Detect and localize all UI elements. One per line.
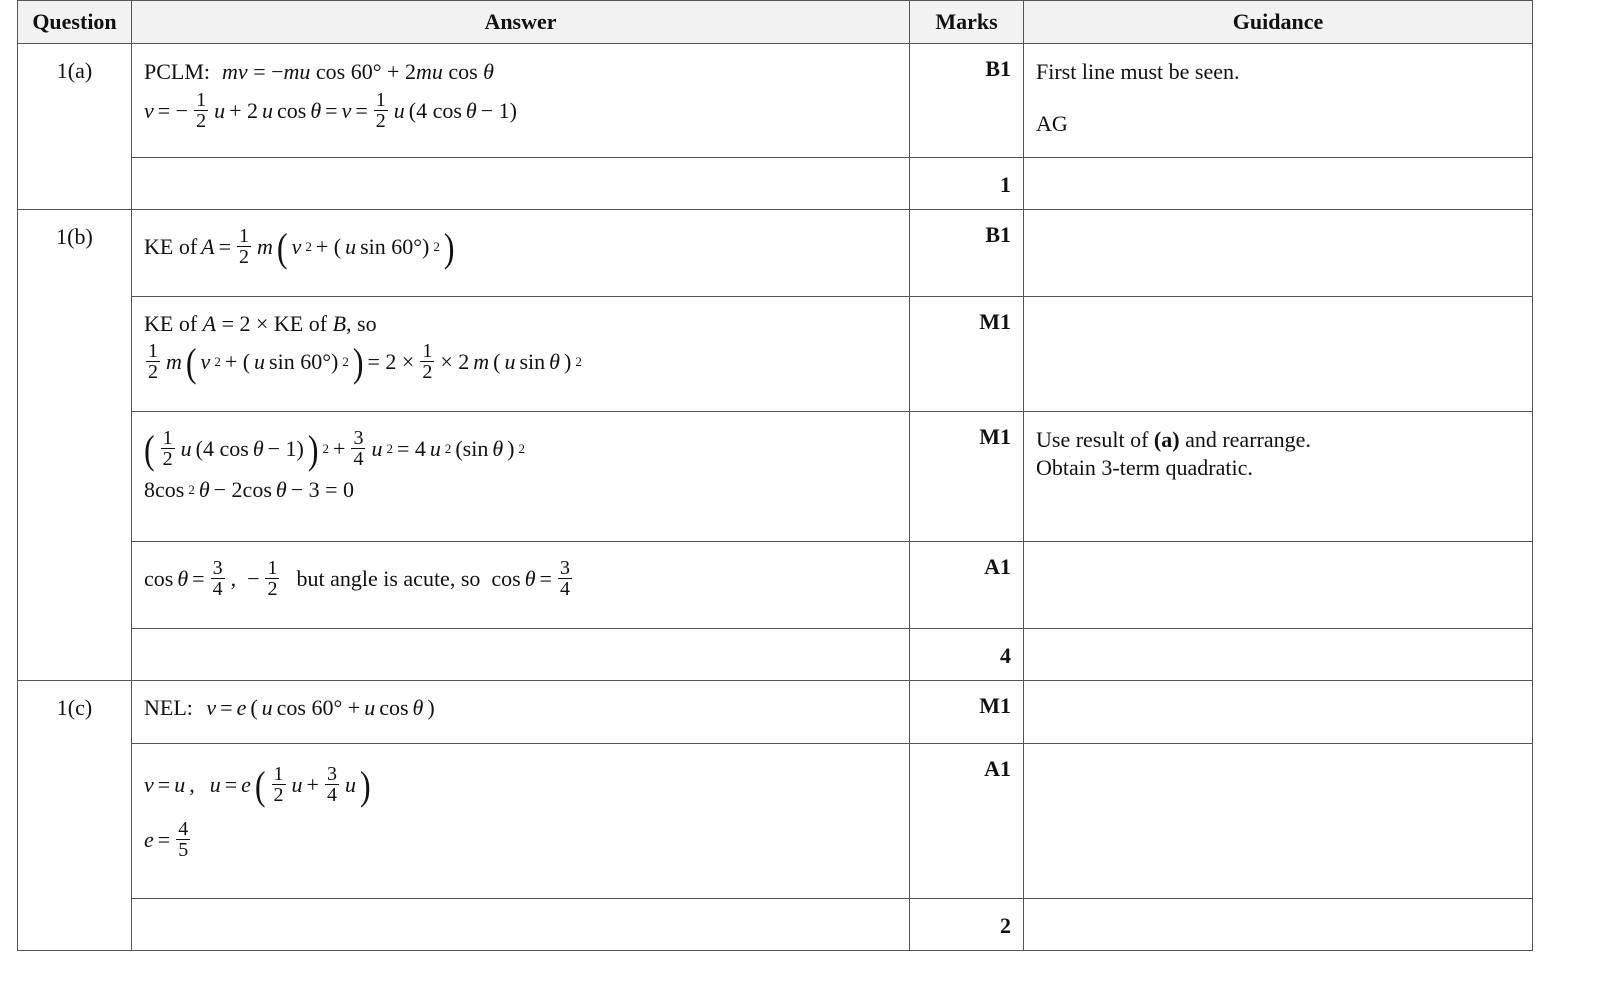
mark-1b-row4: A1 <box>910 542 1024 629</box>
table-row <box>18 681 1533 744</box>
mark-1c-row2: A1 <box>910 744 1024 899</box>
header-marks: Marks <box>910 1 1024 44</box>
guidance-1a-line1: First line must be seen. <box>1036 59 1240 84</box>
answer-1b-row2: KE of A = 2 × KE of B, so $\frac{1}{2}$ m ( v 2 + ( u sin 60°) 2 ) = 2 × $\frac{1}{2}$ × 2 m ( u sin θ ) 2 <box>132 297 910 412</box>
table-row <box>18 629 1533 681</box>
table-row <box>18 899 1533 951</box>
header-answer: Answer <box>132 1 910 44</box>
answer-1b-row4: cos θ = $\frac{3}{4}$ , − $\frac{1}{2}$ but angle is acute, so cos θ = $\frac{3}{4}$ <box>132 542 910 629</box>
guidance-1a <box>1024 44 1533 158</box>
answer-1c-row1: NEL: v = e ( u cos 60° + u cos θ ) <box>132 681 910 744</box>
question-label-1c: 1(c) <box>18 681 132 951</box>
answer-1a <box>132 44 910 158</box>
guidance-1b-row3-line2: Obtain 3-term quadratic. <box>1036 455 1253 480</box>
mark-1b-row3: M1 <box>910 412 1024 542</box>
header-guidance: Guidance <box>1024 1 1533 44</box>
header-row <box>18 1 1533 44</box>
table-row <box>18 744 1533 899</box>
total-1a: 1 <box>910 158 1024 210</box>
guidance-1a-line2: AG <box>1036 111 1068 136</box>
question-label-1b: 1(b) <box>18 210 132 681</box>
total-1c: 2 <box>910 899 1024 951</box>
answer-1b-row1: KE of A = $\frac{1}{2}$ m ( v 2 + ( u sin 60°) 2 ) <box>132 210 910 297</box>
mark-1b-row2: M1 <box>910 297 1024 412</box>
guidance-1b-row3: Use result of (a) and rearrange. Obtain 3-term quadratic. <box>1024 412 1533 542</box>
table-row <box>18 158 1533 210</box>
answer-1b-row3: ( $\frac{1}{2}$ u (4 cos θ − 1) ) 2 + $\frac{3}{4}$ u 2 = 4 u 2 (sin θ ) 2 8cos 2 θ − 2cos θ − 3 = 0 <box>132 412 910 542</box>
table-row <box>18 542 1533 629</box>
mark-scheme-table <box>17 0 1533 951</box>
question-label-1a: 1(a) <box>18 44 132 210</box>
mark-1a: B1 <box>910 44 1024 158</box>
header-question: Question <box>18 1 132 44</box>
mark-1c-row1: M1 <box>910 681 1024 744</box>
velocity-equation: v = − $\frac{1}{2}$ u + 2 u cos θ = v = $\frac{1}{2}$ u (4 cos θ − 1) <box>144 89 517 132</box>
pclm-equation: mv = −mu cos 60° + 2mu cos θ <box>222 59 494 84</box>
total-1b: 4 <box>910 629 1024 681</box>
table-row <box>18 412 1533 542</box>
pclm-label: PCLM: <box>144 59 211 84</box>
table-row <box>18 297 1533 412</box>
table-row <box>18 210 1533 297</box>
answer-1c-row2: v = u , u = e ( $\frac{1}{2}$ u + $\frac{3}{4}$ u ) e = $\frac{4}{5}$ <box>132 744 910 899</box>
mark-1b-row1: B1 <box>910 210 1024 297</box>
table-row <box>18 44 1533 158</box>
